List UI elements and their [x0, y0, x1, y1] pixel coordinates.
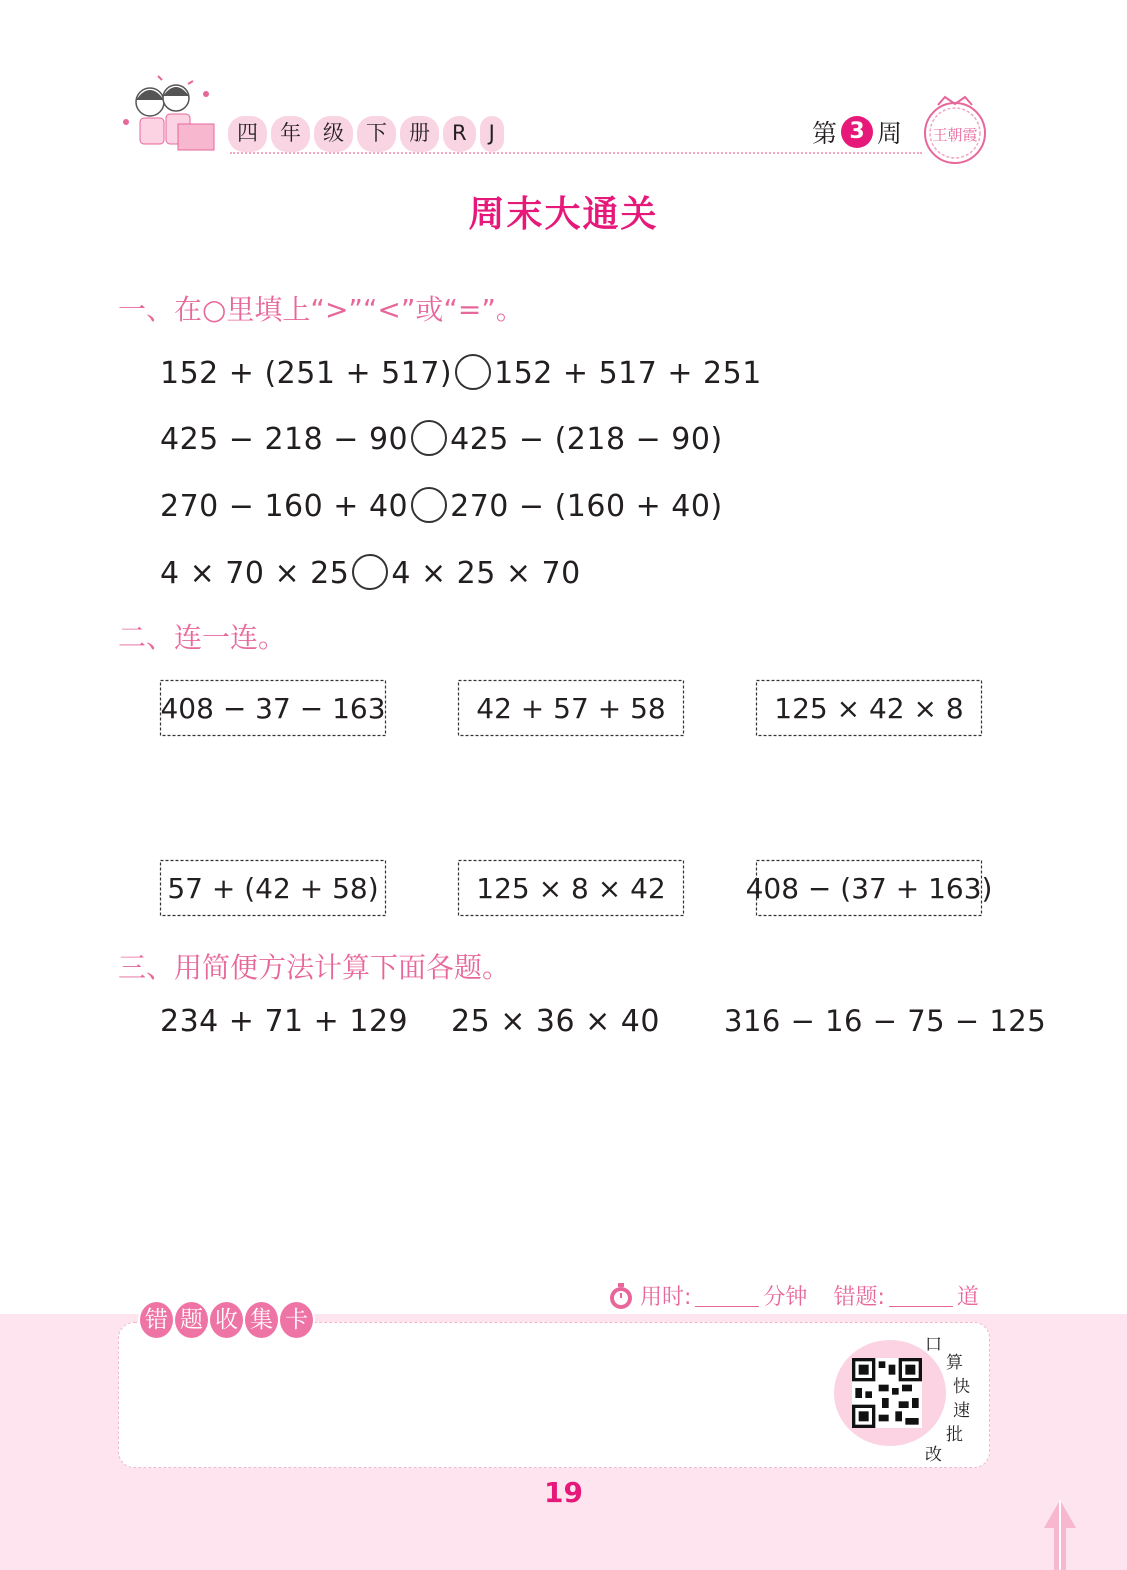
collect-char: 题	[175, 1302, 208, 1338]
grade-char: 四	[228, 116, 267, 152]
match-card-text: 408 − (37 + 163)	[745, 871, 993, 905]
compare-left: 152 + (251 + 517)	[160, 356, 453, 391]
compare-right: 425 − (218 − 90)	[450, 422, 723, 457]
page-title: 周末大通关	[468, 194, 659, 235]
compare-row	[160, 554, 581, 591]
match-card-text: 57 + (42 + 58)	[167, 871, 379, 905]
compare-right: 152 + 517 + 251	[494, 356, 762, 391]
qr-caption-char: 算	[946, 1353, 963, 1373]
error-collection-label	[140, 1302, 313, 1338]
section1-heading: 一、在○里填上“>”“<”或“=”。	[118, 293, 524, 326]
calc-problem: 316 − 16 − 75 − 125	[724, 1004, 1047, 1038]
qr-caption-char: 快	[953, 1377, 970, 1397]
section3-heading: 三、用简便方法计算下面各题。	[118, 951, 511, 984]
match-card-text: 408 − 37 − 163	[160, 691, 386, 725]
qr-caption-char: 口	[925, 1335, 942, 1355]
grade-char: 册	[400, 116, 439, 152]
collect-char: 错	[140, 1302, 173, 1338]
grade-char: 下	[357, 116, 396, 152]
collect-char: 收	[210, 1302, 243, 1338]
match-card-text: 125 × 42 × 8	[774, 691, 964, 725]
compare-right: 4 × 25 × 70	[391, 556, 581, 591]
qr-caption-char: 速	[953, 1401, 970, 1421]
time-blank[interactable]	[695, 1285, 759, 1307]
compare-row	[160, 420, 723, 457]
section2-heading: 二、连一连。	[118, 621, 287, 654]
collect-char: 集	[245, 1302, 278, 1338]
header-divider	[230, 152, 922, 154]
time-tracker	[606, 1280, 979, 1311]
calc-problem: 25 × 36 × 40	[451, 1004, 660, 1039]
answer-circle[interactable]	[411, 420, 447, 456]
week-suffix: 周	[877, 119, 903, 148]
calc-problem: 234 + 71 + 129	[160, 1004, 409, 1039]
grade-char: 年	[271, 116, 310, 152]
answer-circle[interactable]	[411, 487, 447, 523]
compare-left: 425 − 218 − 90	[160, 422, 409, 457]
compare-row	[160, 487, 723, 524]
qr-caption-char: 批	[946, 1425, 963, 1445]
match-card-text: 125 × 8 × 42	[476, 871, 666, 905]
match-card[interactable]	[159, 679, 387, 737]
stopwatch-icon	[606, 1281, 636, 1311]
match-card[interactable]	[755, 679, 983, 737]
time-label: 用时:	[640, 1285, 692, 1310]
error-blank[interactable]	[889, 1285, 953, 1307]
arrow-up-icon	[1040, 1498, 1080, 1570]
qr-code-icon[interactable]	[852, 1358, 922, 1428]
answer-circle[interactable]	[455, 354, 491, 390]
grade-label	[228, 116, 504, 152]
error-unit: 道	[956, 1285, 979, 1310]
kids-illustration-icon	[118, 72, 218, 162]
collect-char: 卡	[280, 1302, 313, 1338]
compare-right: 270 − (160 + 40)	[450, 489, 723, 524]
match-card[interactable]	[745, 859, 993, 917]
match-card[interactable]	[159, 859, 387, 917]
answer-circle[interactable]	[352, 554, 388, 590]
week-prefix: 第	[812, 119, 838, 148]
page-number: 19	[544, 1476, 583, 1509]
compare-left: 270 − 160 + 40	[160, 489, 409, 524]
compare-row	[160, 354, 762, 391]
match-card-text: 42 + 57 + 58	[476, 691, 666, 725]
compare-left: 4 × 70 × 25	[160, 556, 350, 591]
grade-char: 级	[314, 116, 353, 152]
qr-caption-char: 改	[925, 1445, 942, 1465]
error-label: 错题:	[833, 1285, 885, 1310]
time-unit: 分钟	[763, 1285, 808, 1310]
week-number: 3	[841, 116, 873, 148]
grade-char: J	[480, 116, 504, 152]
match-card[interactable]	[457, 679, 685, 737]
week-indicator	[812, 114, 902, 150]
author-seal-icon	[918, 95, 992, 167]
seal-text: 王朝霞	[932, 126, 978, 144]
grade-char: R	[443, 116, 476, 152]
match-card[interactable]	[457, 859, 685, 917]
